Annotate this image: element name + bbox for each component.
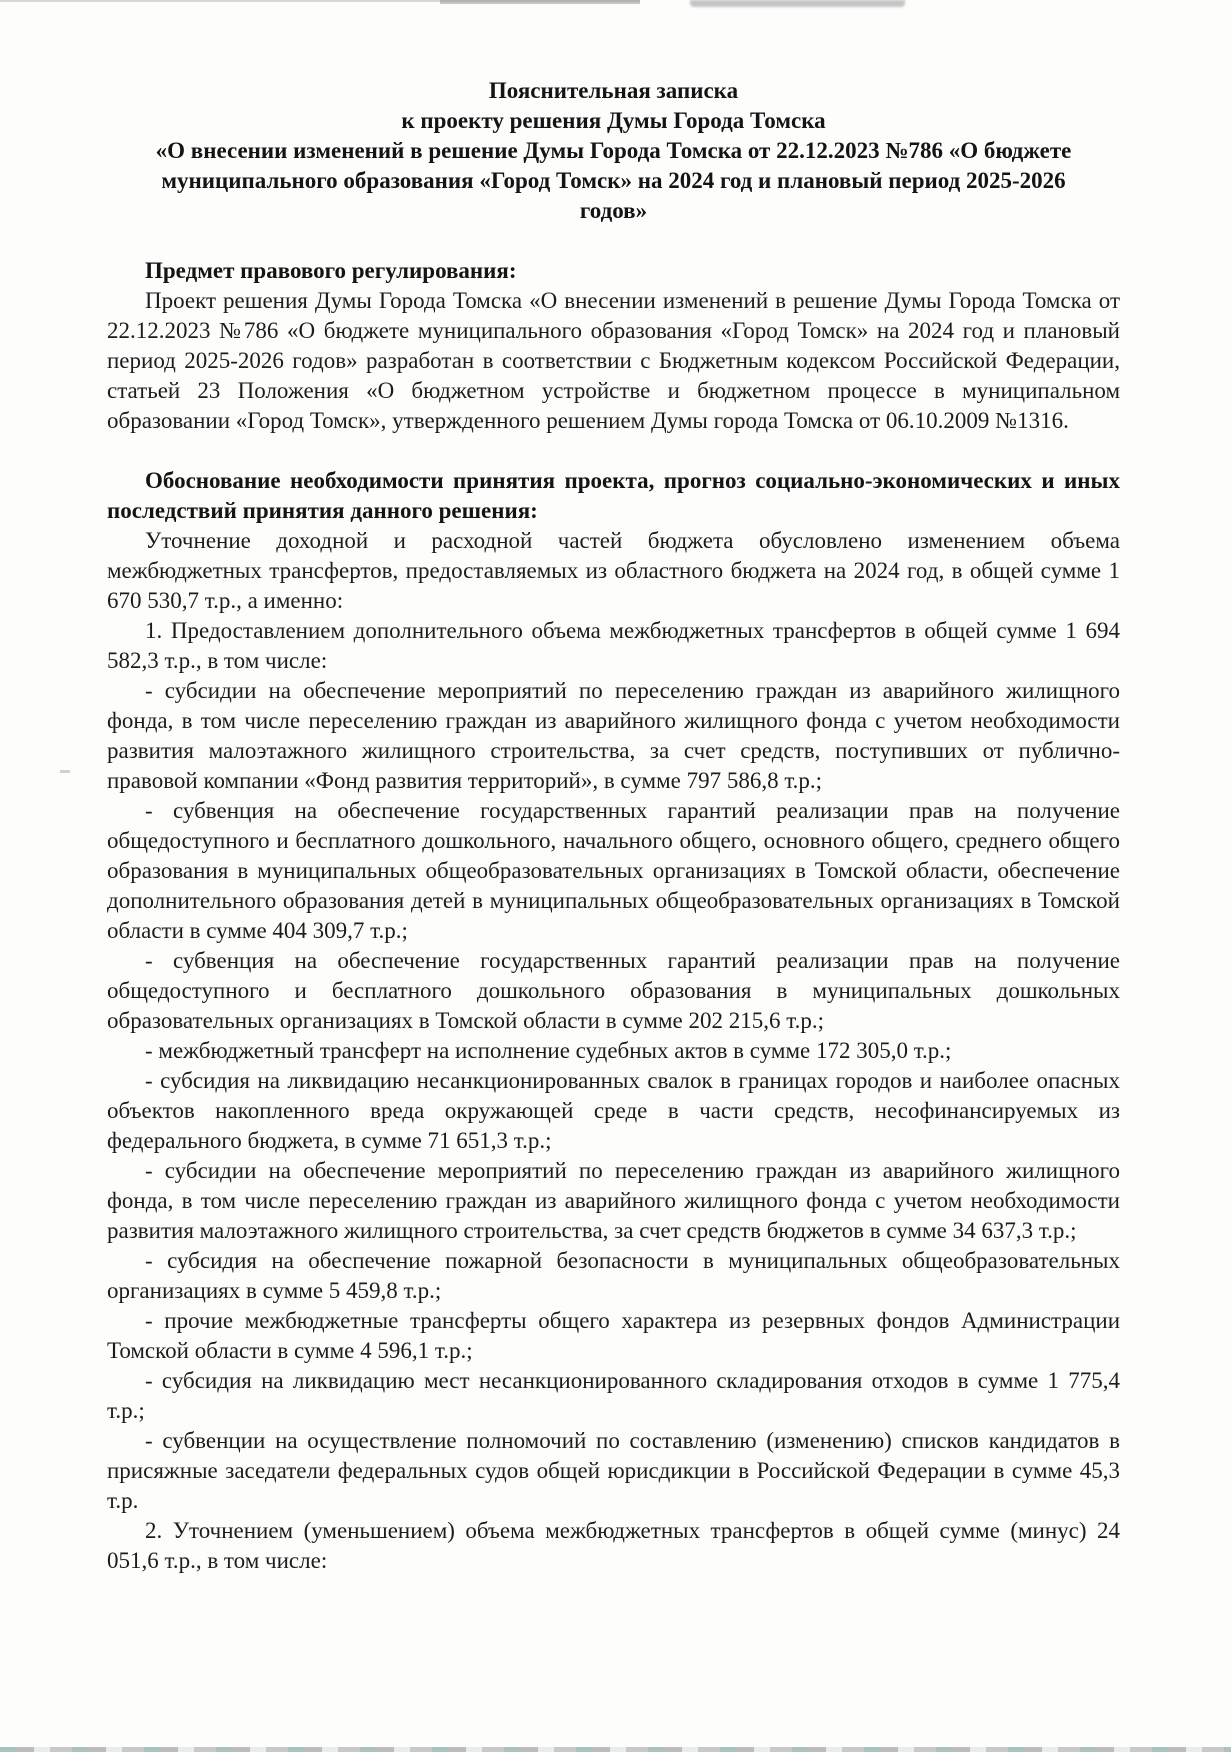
scan-artifact-bottom-strip xyxy=(0,1747,1231,1752)
paragraph-bullet-reserve-funds: - прочие межбюджетные трансферты общего характера из резервных фондов Администрации Томской области в сумме 4 596,1 т.р.; xyxy=(107,1308,1120,1363)
section-heading-justification: Обоснование необходимости принятия проекта, прогноз социально-экономических и иных последствий принятия данного решения: xyxy=(107,468,1120,523)
scan-artifact-top-smudge xyxy=(690,0,905,7)
paragraph-bullet-preschool-education: - субвенция на обеспечение государственных гарантий реализации прав на получение общедоступного и бесплатного дошкольного образования в муниципальных дошкольных образовательных организациях в Томской области в сумме 202 215,6 т.р.; xyxy=(107,948,1120,1033)
paragraph-bullet-fire-safety: - субсидия на обеспечение пожарной безопасности в муниципальных общеобразовательных организациях в сумме 5 459,8 т.р.; xyxy=(107,1248,1120,1303)
paragraph-subject-body: Проект решения Думы Города Томска «О внесении изменений в решение Думы Города Томска от 22.12.2023 №786 «О бюджете муниципального образования «Город Томск» на 2024 год и плановый период 2025-2026 годов» разработан в соответствии с Бюджетным кодексом Российской Федерации, статьей 23 Положения «О бюджетном устройстве и бюджетном процессе в муниципальном образовании «Город Томск», утвержденного решением Думы города Томска от 06.10.2009 №1316. xyxy=(107,288,1120,433)
document-content xyxy=(107,76,1120,1576)
paragraph-bullet-court-acts: - межбюджетный трансферт на исполнение судебных актов в сумме 172 305,0 т.р.; xyxy=(145,1038,952,1063)
paragraph-bullet-resettlement-budgets: - субсидии на обеспечение мероприятий по переселению граждан из аварийного жилищного фонда, в том числе переселению граждан из аварийного жилищного фонда с учетом необходимости развития малоэтажного жилищного строительства, за счет средств бюджетов в сумме 34 637,3 т.р.; xyxy=(107,1158,1120,1243)
scan-artifact-left-speck xyxy=(60,770,70,773)
title-line: к проекту решения Думы Города Томска xyxy=(401,108,826,133)
title-line: Пояснительная записка xyxy=(488,78,739,103)
paragraph-item-1-intro: 1. Предоставлением дополнительного объема межбюджетных трансфертов в общей сумме 1 694 582,3 т.р., в том числе: xyxy=(107,618,1120,673)
scan-artifact-top-tick xyxy=(440,0,640,4)
title-line: годов» xyxy=(579,198,648,223)
scan-artifact-top-line xyxy=(0,0,640,2)
paragraph-item-2-intro: 2. Уточнением (уменьшением) объема межбюджетных трансфертов в общей сумме (минус) 24 051,6 т.р., в том числе: xyxy=(107,1518,1120,1573)
paragraph-bullet-landfills: - субсидия на ликвидацию несанкционированных свалок в границах городов и наиболее опасных объектов накопленного вреда окружающей среде в части средств, несофинансируемых из федерального бюджета, в сумме 71 651,3 т.р.; xyxy=(107,1068,1120,1153)
paragraph-bullet-jury-lists: - субвенции на осуществление полномочий по составлению (изменению) списков кандидатов в присяжные заседатели федеральных судов общей юрисдикции в Российской Федерации в сумме 45,3 т.р. xyxy=(107,1428,1120,1513)
paragraph-bullet-school-education: - субвенция на обеспечение государственных гарантий реализации прав на получение общедоступного и бесплатного дошкольного, начального общего, основного общего, среднего общего образования в муниципальных общеобразовательных организациях в Томской области, обеспечение дополнительного образования детей в муниципальных общеобразовательных организациях в Томской области в сумме 404 309,7 т.р.; xyxy=(107,798,1120,943)
document-title xyxy=(107,76,1120,226)
title-line: «О внесении изменений в решение Думы Города Томска от 22.12.2023 №786 «О бюджете xyxy=(155,138,1072,163)
paragraph-bullet-waste-dumping: - субсидия на ликвидацию мест несанкционированного складирования отходов в сумме 1 775,4 т.р.; xyxy=(107,1368,1120,1423)
paragraph-total-amount: Уточнение доходной и расходной частей бюджета обусловлено изменением объема межбюджетных трансфертов, предоставляемых из областного бюджета на 2024 год, в общей сумме 1 670 530,7 т.р., а именно: xyxy=(107,528,1120,613)
paragraph-bullet-resettlement-fund: - субсидии на обеспечение мероприятий по переселению граждан из аварийного жилищного фонда, в том числе переселению граждан из аварийного жилищного фонда с учетом необходимости развития малоэтажного жилищного строительства, за счет средств, поступивших от публично-правовой компании «Фонд развития территорий», в сумме 797 586,8 т.р.; xyxy=(107,678,1120,793)
title-line: муниципального образования «Город Томск» на 2024 год и плановый период 2025-2026 xyxy=(161,168,1066,193)
section-heading-subject: Предмет правового регулирования: xyxy=(145,258,517,283)
